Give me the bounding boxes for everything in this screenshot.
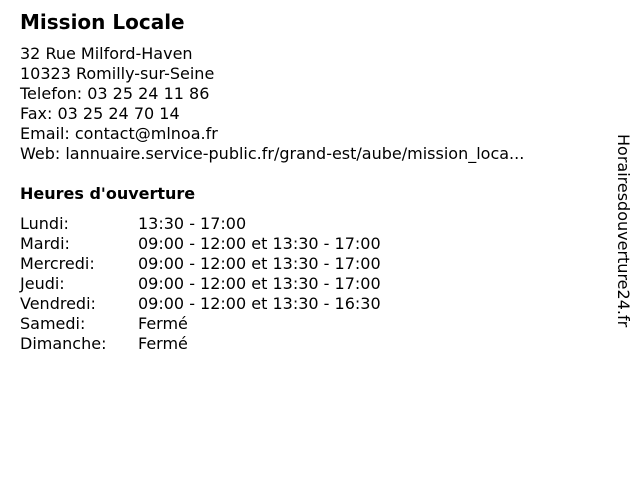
phone-line: Telefon: 03 25 24 11 86 (20, 84, 210, 103)
day-label: Dimanche: (20, 334, 107, 353)
day-hours: 09:00 - 12:00 et 13:30 - 17:00 (138, 274, 381, 293)
hours-row (20, 234, 381, 254)
day-hours: 09:00 - 12:00 et 13:30 - 17:00 (138, 254, 381, 273)
day-hours: 09:00 - 12:00 et 13:30 - 17:00 (138, 234, 381, 253)
hours-table (20, 214, 381, 354)
day-hours: 13:30 - 17:00 (138, 214, 247, 233)
fax-line: Fax: 03 25 24 70 14 (20, 104, 180, 123)
day-hours: Fermé (138, 334, 188, 353)
day-label: Mardi: (20, 234, 70, 253)
day-hours: Fermé (138, 314, 188, 333)
day-label: Mercredi: (20, 254, 95, 273)
address-block (20, 44, 524, 164)
day-label: Jeudi: (20, 274, 65, 293)
hours-row (20, 294, 381, 314)
street-line: 32 Rue Milford-Haven (20, 44, 193, 63)
hours-row (20, 314, 381, 334)
hours-heading: Heures d'ouverture (20, 184, 196, 203)
hours-row (20, 254, 381, 274)
email-line: Email: contact@mlnoa.fr (20, 124, 218, 143)
hours-row (20, 214, 381, 234)
hours-row (20, 274, 381, 294)
site-watermark: Horairesdouverture24.fr (614, 134, 633, 328)
hours-row (20, 334, 381, 354)
day-label: Samedi: (20, 314, 86, 333)
day-hours: 09:00 - 12:00 et 13:30 - 16:30 (138, 294, 381, 313)
city-line: 10323 Romilly-sur-Seine (20, 64, 215, 83)
day-label: Vendredi: (20, 294, 96, 313)
web-line: Web: lannuaire.service-public.fr/grand-est/aube/mission_loca... (20, 144, 525, 163)
day-label: Lundi: (20, 214, 69, 233)
page-title: Mission Locale (20, 10, 185, 34)
